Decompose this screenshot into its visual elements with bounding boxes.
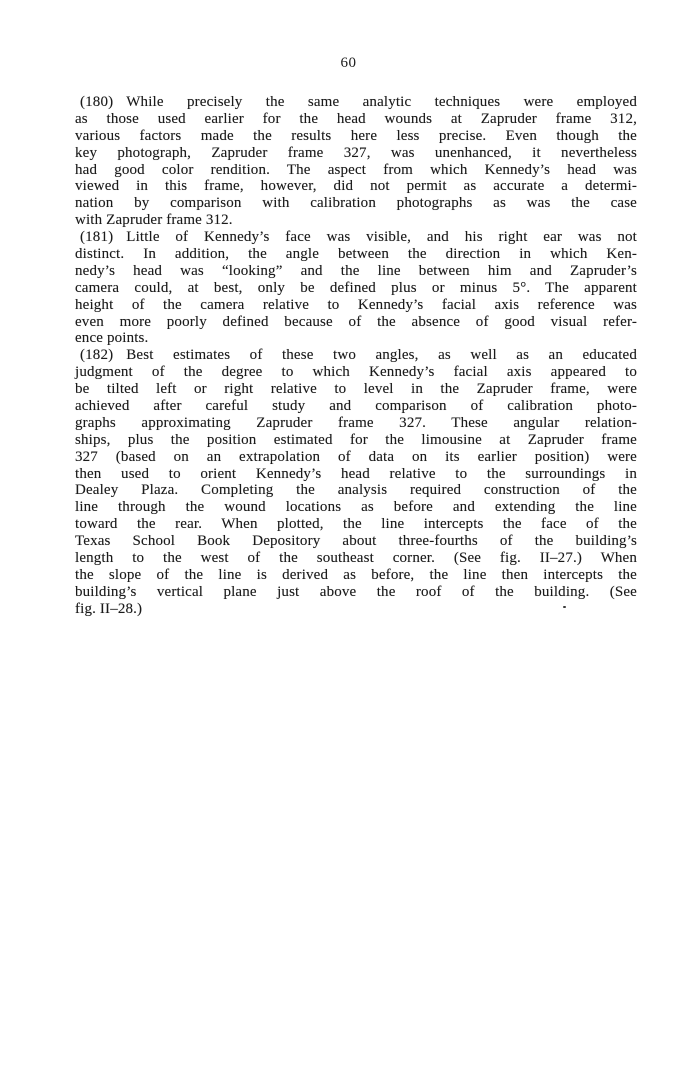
text-line: building’s vertical plane just above the roof of the building. (See [75, 583, 637, 600]
text-line: nedy’s head was “looking” and the line between him and Zapruder’s [75, 262, 637, 279]
text-line: be tilted left or right relative to level in the Zapruder frame, were [75, 381, 637, 398]
text-line: Dealey Plaza. Completing the analysis required construction of the [75, 482, 637, 499]
text-line: camera could, at best, only be defined plus or minus 5°. The apparent [75, 279, 637, 296]
page-number: 60 [340, 55, 357, 71]
text-line: had good color rendition. The aspect from which Kennedy’s head was [75, 161, 637, 178]
text-line: ence points. [75, 330, 149, 347]
text-line: even more poorly defined because of the absence of good visual refer- [75, 313, 637, 330]
text-line: distinct. In addition, the angle between the direction in which Ken- [75, 246, 637, 263]
text-line: achieved after careful study and comparison of calibration photo- [75, 398, 637, 415]
text-line: nation by comparison with calibration photographs as was the case [75, 195, 637, 212]
paragraph [75, 94, 637, 229]
scan-speck [563, 606, 566, 608]
text-line: (181) Little of Kennedy’s face was visible, and his right ear was not [80, 229, 637, 246]
text-line: with Zapruder frame 312. [75, 212, 233, 229]
paragraph [75, 229, 637, 347]
paragraph-number: (180) [80, 94, 114, 110]
body-text [75, 94, 637, 618]
text-line: various factors made the results here less precise. Even though the [75, 127, 637, 144]
text-line: Texas School Book Depository about three-fourths of the building’s [75, 533, 637, 550]
text-line: (182) Best estimates of these two angles, as well as an educated [80, 347, 637, 364]
text-line: toward the rear. When plotted, the line intercepts the face of the [75, 516, 637, 533]
text-line: line through the wound locations as before and extending the line [75, 499, 637, 516]
text-line: fig. II–28.) [75, 600, 143, 617]
text-line: (180) While precisely the same analytic techniques were employed [80, 94, 637, 110]
text-line: key photograph, Zapruder frame 327, was unenhanced, it nevertheless [75, 144, 637, 161]
text-line: viewed in this frame, however, did not permit as accurate a determi- [75, 178, 637, 195]
paragraph-number: (182) [80, 347, 114, 364]
paragraph [75, 347, 637, 617]
text-line: height of the camera relative to Kennedy’s facial axis reference was [75, 296, 637, 313]
text-line: then used to orient Kennedy’s head relative to the surroundings in [75, 465, 637, 482]
text-line: length to the west of the southeast corner. (See fig. II–27.) When [75, 550, 637, 567]
text-line: graphs approximating Zapruder frame 327. These angular relation- [75, 414, 637, 431]
text-line: the slope of the line is derived as before, the line then intercepts the [75, 566, 637, 583]
text-line: as those used earlier for the head wounds at Zapruder frame 312, [75, 110, 637, 127]
text-line: judgment of the degree to which Kennedy’s facial axis appeared to [75, 364, 637, 381]
text-line: 327 (based on an extrapolation of data on its earlier position) were [75, 448, 637, 465]
text-line: ships, plus the position estimated for the limousine at Zapruder frame [75, 431, 637, 448]
paragraph-number: (181) [80, 229, 114, 246]
